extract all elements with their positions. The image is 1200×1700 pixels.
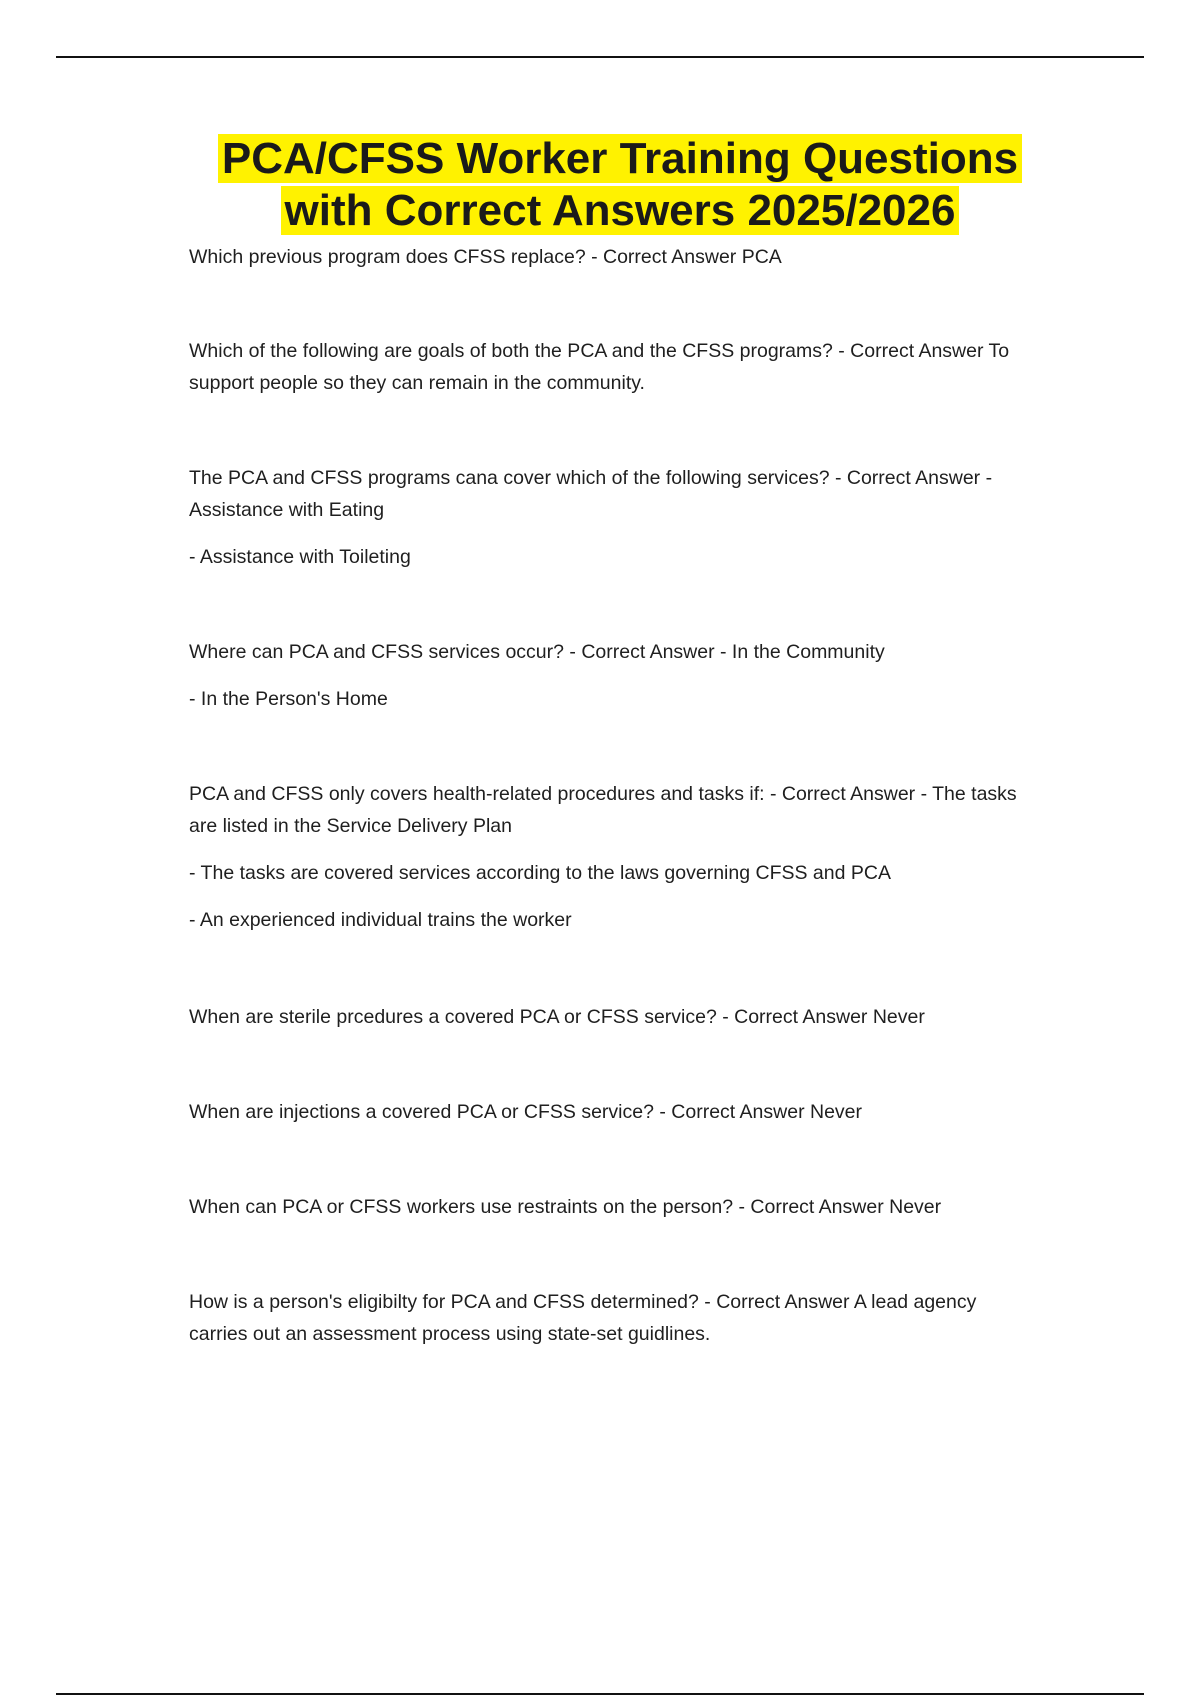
document-title (100, 133, 1140, 237)
qa-text: When can PCA or CFSS workers use restraints on the person? - Correct Answer Never (189, 1196, 942, 1218)
qa-extra-line: - Assistance with Toileting (189, 546, 411, 568)
qa-item-6 (189, 1001, 1039, 1033)
qa-text: When are sterile prcedures a covered PCA or CFSS service? - Correct Answer Never (189, 1006, 925, 1028)
qa-text: Where can PCA and CFSS services occur? - Correct Answer - In the Community (189, 641, 885, 663)
qa-item-5 (189, 778, 1039, 936)
qa-text: PCA and CFSS only covers health-related procedures and tasks if: - Correct Answer - The tasks are listed in the Service Delivery Plan (189, 783, 1017, 837)
qa-extra-line: - An experienced individual trains the worker (189, 909, 572, 931)
qa-text: The PCA and CFSS programs cana cover which of the following services? - Correct Answer - Assistance with Eating (189, 467, 993, 521)
qa-text: How is a person's eligibilty for PCA and CFSS determined? - Correct Answer A lead agency carries out an assessment process using state-set guidlines. (189, 1291, 977, 1345)
footer-rule (56, 1693, 1144, 1695)
qa-text: When are injections a covered PCA or CFSS service? - Correct Answer Never (189, 1101, 863, 1123)
qa-item-4 (189, 636, 1039, 715)
qa-item-1 (189, 241, 1039, 273)
title-line-1: PCA/CFSS Worker Training Questions (218, 134, 1022, 183)
qa-text: Which previous program does CFSS replace? - Correct Answer PCA (189, 246, 782, 268)
qa-item-7 (189, 1096, 1039, 1128)
qa-item-2 (189, 335, 1039, 399)
qa-item-8 (189, 1191, 1039, 1223)
header-rule (56, 56, 1144, 58)
qa-extra-line: - The tasks are covered services according to the laws governing CFSS and PCA (189, 862, 891, 884)
qa-extra-line: - In the Person's Home (189, 688, 388, 710)
qa-item-9 (189, 1286, 1039, 1350)
qa-item-3 (189, 462, 1039, 573)
title-line-2: with Correct Answers 2025/2026 (281, 186, 960, 235)
qa-text: Which of the following are goals of both the PCA and the CFSS programs? - Correct Answer To support people so they can remain in the community. (189, 340, 1010, 394)
